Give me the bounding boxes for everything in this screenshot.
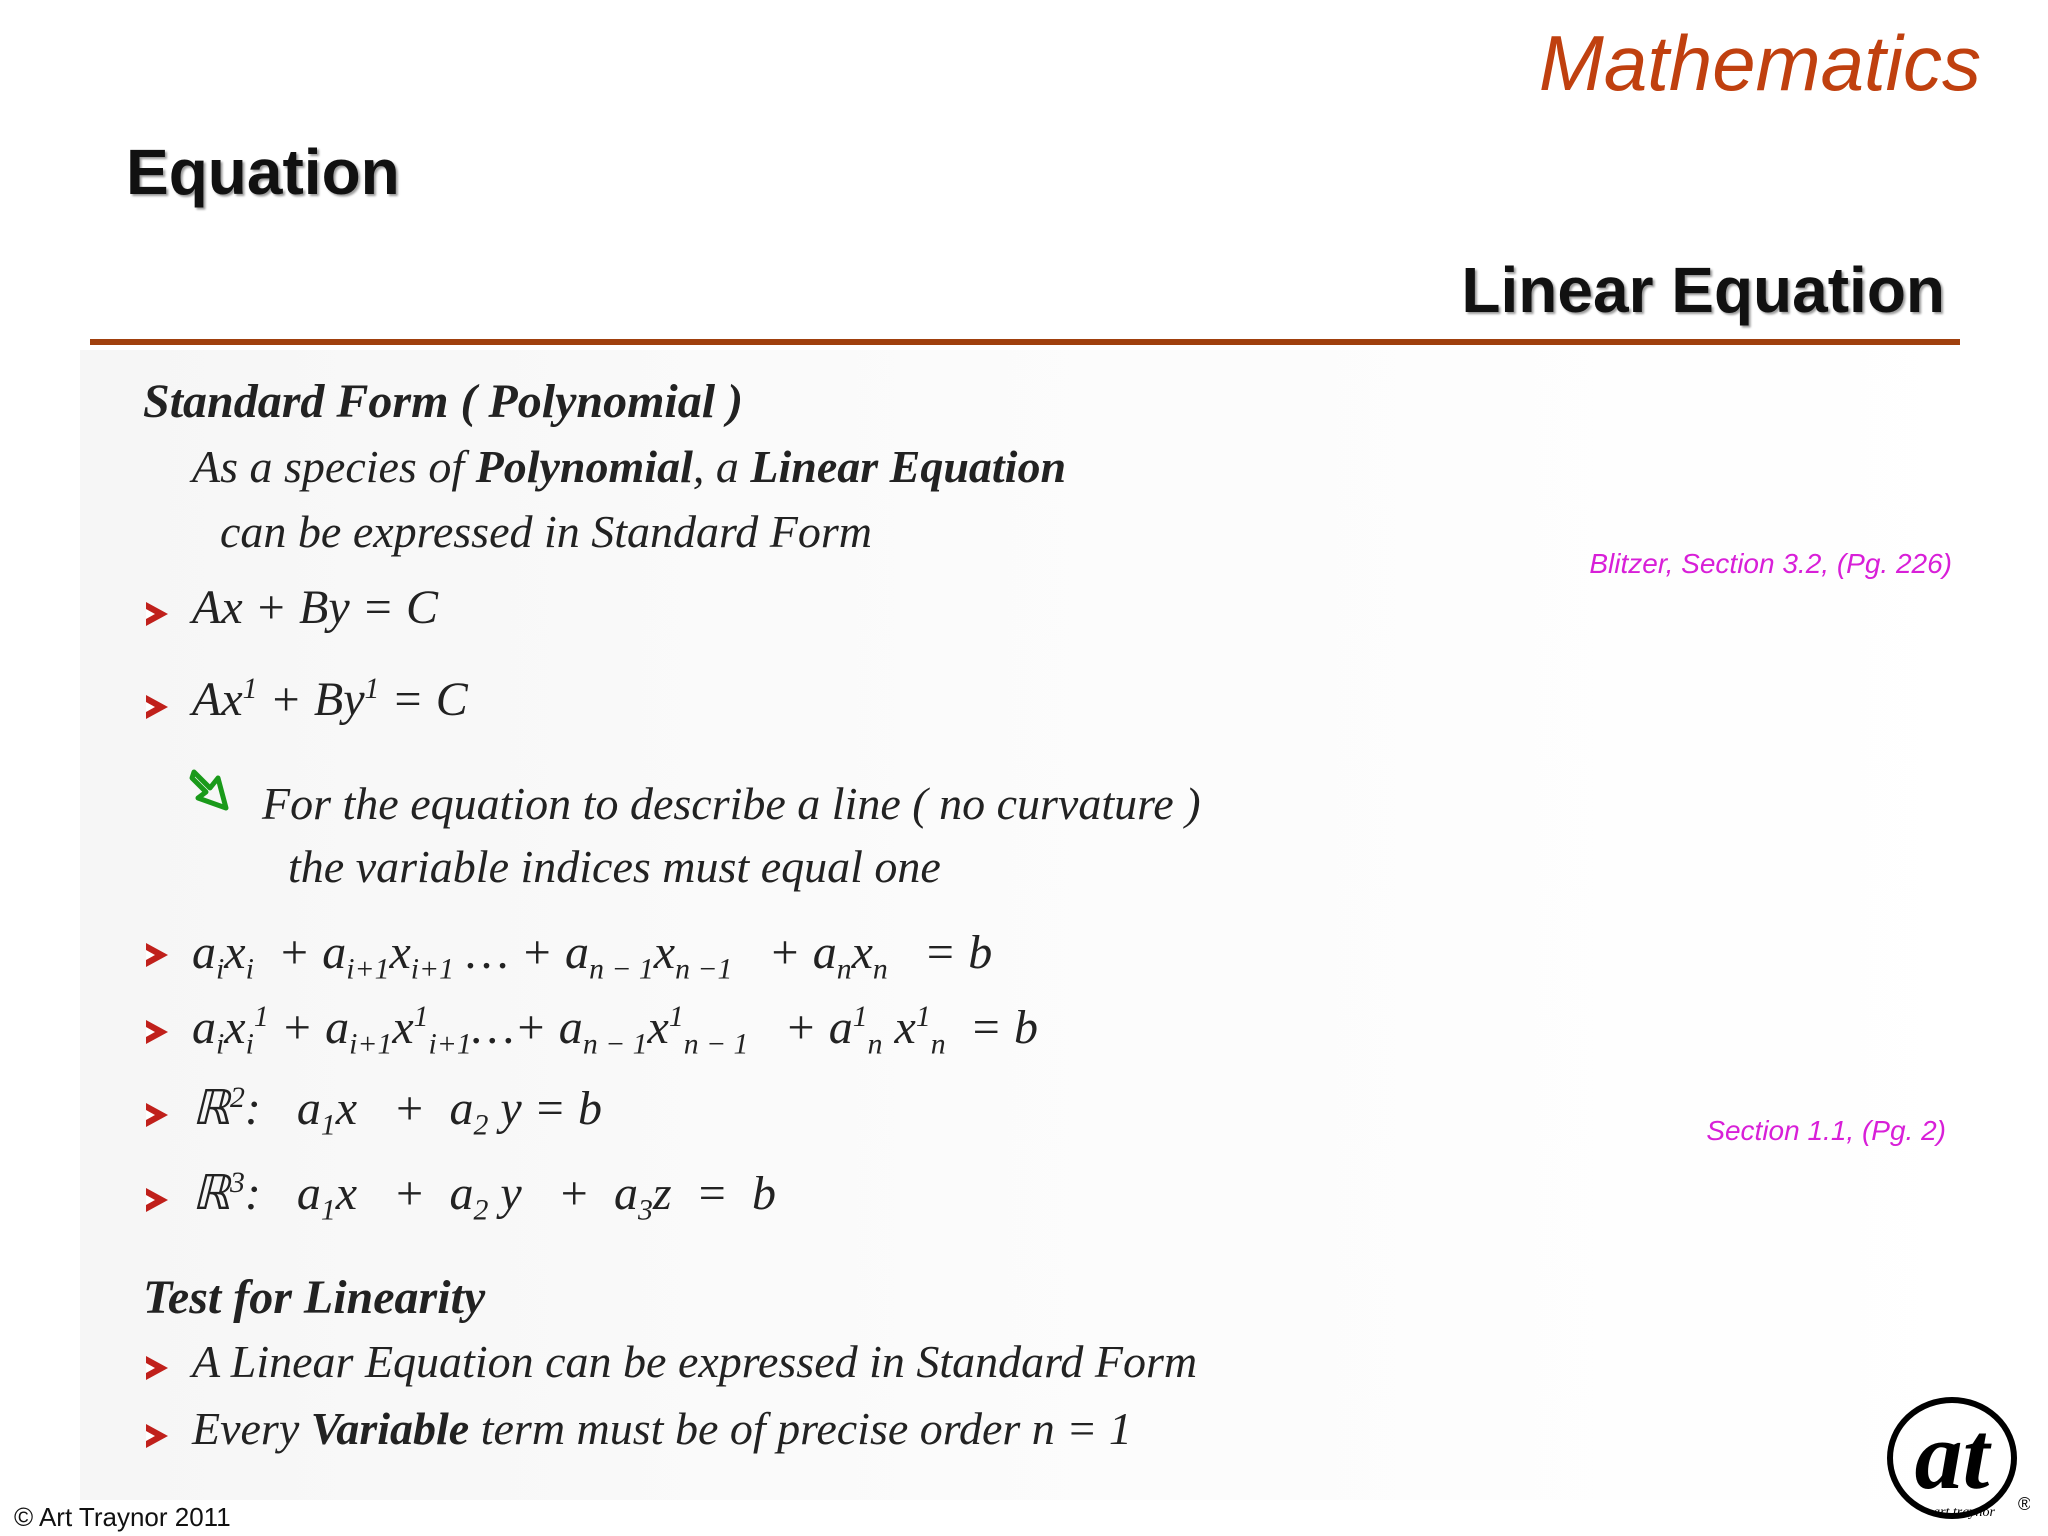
- note-line-1: For the equation to describe a line ( no curvature ): [262, 778, 1201, 829]
- art-traynor-logo: [1880, 1390, 2030, 1530]
- bullet-arrow-icon: [146, 695, 168, 719]
- reference-blitzer: Blitzer, Section 3.2, (Pg. 226): [1589, 548, 1952, 579]
- equation-general-n-exponent: $a_ix_i^1$ + $a_{i+1}x^1_{i+1}\dots+ a_{n - 1}x^1_{n - 1} + a^1_n$ $x^1_n = b$: [192, 1000, 1038, 1061]
- subject-label: Mathematics: [1538, 19, 1981, 107]
- equation-r2: ℝ$^2$: $a_1x + a_2$ y = b: [192, 1081, 603, 1142]
- equation-standard-exponent: $Ax^1 + By^1 = C$: [192, 672, 468, 726]
- copyright-text: © Art Traynor 2011: [14, 1502, 231, 1532]
- standard-form-heading: Standard Form ( Polynomial ): [143, 375, 744, 428]
- linearity-item-2-prefix: Every: [192, 1403, 300, 1454]
- equation-general-n: $a_ix_i + a_{i+1}x_{i+1}$ … + $a_{n - 1}x_{n -1} + a_nx_n = b$: [192, 926, 993, 986]
- bullet-arrow-icon: [146, 1424, 168, 1448]
- intro-bold-linear-equation: Linear Equation: [750, 441, 1067, 492]
- linearity-item-2: [192, 1402, 1132, 1455]
- page-subtitle: Linear Equation: [1461, 254, 1945, 326]
- bullet-arrow-icon: [146, 1188, 168, 1212]
- linearity-heading: Test for Linearity: [143, 1271, 486, 1324]
- note-line-2: the variable indices must equal one: [288, 841, 941, 892]
- bullet-arrow-icon: [146, 1103, 168, 1127]
- note-arrow-icon: [188, 768, 232, 816]
- intro-mid: , a: [692, 441, 739, 492]
- bullet-arrow-icon: [146, 1356, 168, 1380]
- logo-icon: [1880, 1390, 2030, 1530]
- title-divider: [90, 339, 1960, 345]
- intro-line-1: [192, 440, 1066, 493]
- equation-r3: ℝ$^3$: $a_1x + a_2$ $y + a_3z = b$: [192, 1166, 776, 1227]
- linearity-item-1: A Linear Equation can be expressed in Standard Form: [192, 1336, 1198, 1387]
- bullet-arrow-icon: [146, 602, 168, 626]
- reference-section-1-1: Section 1.1, (Pg. 2): [1706, 1115, 1946, 1146]
- page-title: Equation: [126, 136, 400, 208]
- linearity-item-2-bold: Variable: [310, 1403, 470, 1454]
- intro-line-2: can be expressed in Standard Form: [220, 506, 872, 557]
- logo-mark-text: at: [1914, 1402, 1990, 1509]
- intro-prefix: As a species of: [192, 441, 465, 492]
- registered-mark: ®: [2018, 1494, 2030, 1514]
- linearity-item-2-suffix: term must be of precise order n = 1: [480, 1403, 1132, 1454]
- logo-caption: art traynor: [1933, 1505, 1995, 1520]
- intro-bold-polynomial: Polynomial: [475, 441, 693, 492]
- equation-standard: Ax + By = C: [192, 581, 439, 634]
- bullet-arrow-icon: [146, 943, 168, 967]
- bullet-arrow-icon: [146, 1020, 168, 1044]
